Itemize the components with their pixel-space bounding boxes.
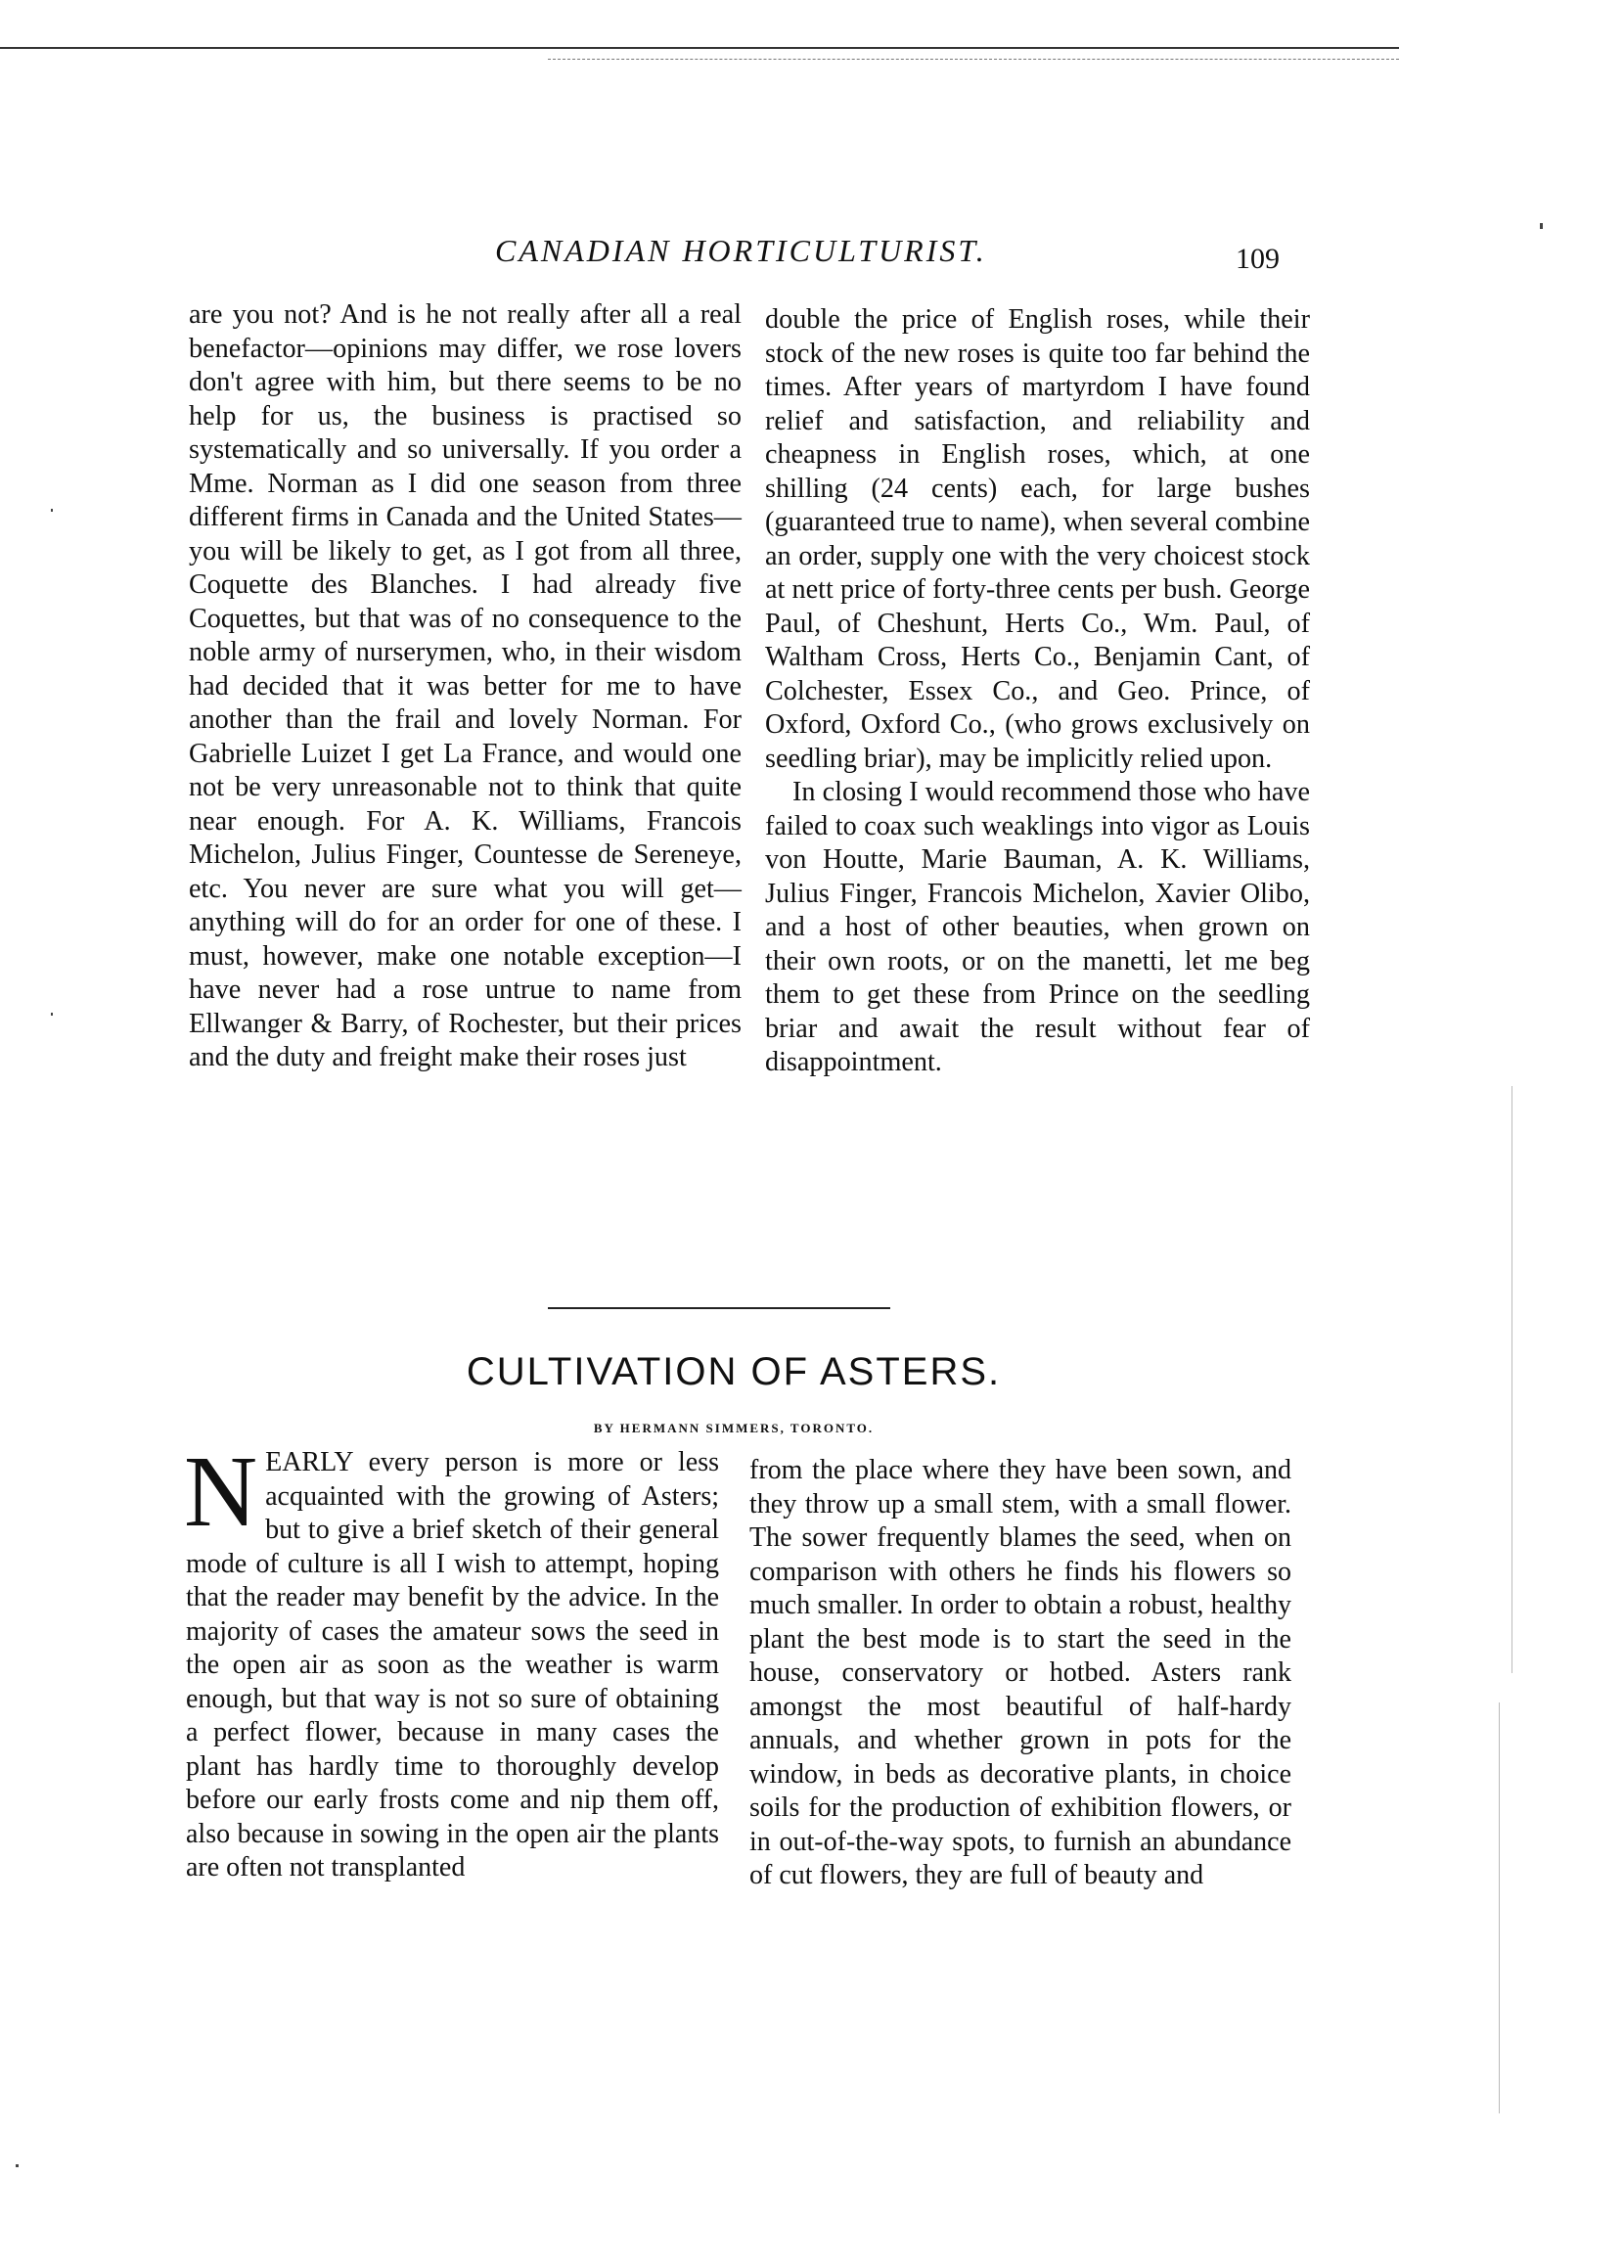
top-scan-rule: [0, 47, 1399, 49]
scan-speck: [1540, 223, 1543, 229]
paragraph: double the price of English roses, while their stock of the new roses is quite too far behind the times. After years of martyrdom I have found relief and satisfaction, and reliability and cheapness in English roses, which, at one shilling (24 cents) each, for large bushes (guaranteed true to name), when several combine an order, supply one with the very choicest stock at nett price of forty-three cents per bush. George Paul, of Cheshunt, Herts Co., Wm. Paul, of Waltham Cross, Herts Co., Benjamin Cant, of Colchester, Essex Co., and Geo. Prince, of Oxford, Oxford Co., (who grows exclusively on seedling briar), may be implicitly relied upon.: [765, 304, 1310, 774]
page-number: 109: [1236, 243, 1280, 275]
running-title: CANADIAN HORTICULTURIST.: [495, 233, 987, 268]
scan-speck: [51, 1013, 53, 1016]
top-scan-rule-faint: [548, 59, 1399, 60]
scan-edge-line: [1499, 1702, 1500, 2113]
paragraph: are you not? And is he not really after all a real benefactor—opinions may differ, we rose lovers don't agree with him, but there seems to be no help for us, the business is practised so systematically and so universally. If you order a Mme. Norman as I did one season from three different firms in Canada and the United States—you will be likely to get, as I got from all three, Coquette des Blanches. I had already five Coquettes, but that was of no consequence to the noble army of nurserymen, who, in their wisdom had decided that it was better for me to have another than the frail and lovely Norman. For Gabrielle Luizet I get La France, and would one not be very unreasonable not to think that quite near enough. For A. K. Williams, Francois Michelon, Julius Finger, Countesse de Sereneye, etc. You never are sure what you will get—anything will do for an order for one of these. I must, however, make one notable exception—I have never had a rose untrue to name from Ellwanger & Barry, of Rochester, but their prices and the duty and freight make their roses just: [189, 299, 742, 1072]
article-title: CULTIVATION OF ASTERS.: [466, 1350, 1002, 1393]
article-left-column: [184, 1435, 719, 1885]
scan-speck: [51, 509, 53, 512]
scan-speck: [16, 2164, 19, 2167]
article-right-column: [749, 1454, 1291, 1893]
paragraph: In closing I would recommend those who have failed to coax such weaklings into vigor as Louis von Houtte, Marie Bauman, A. K. Williams, Julius Finger, Francois Michelon, Xavier Olibo, and a host of other beauties, when grown on their own roots, or on the manetti, let me beg them to get these from Prince on the seedling briar and await the result without fear of disappointment.: [765, 777, 1310, 1077]
article-byline: BY HERMANN SIMMERS, TORONTO.: [593, 1421, 875, 1435]
paragraph: EARLY every person is more or less acquainted with the growing of Asters; but to give a brief sketch of their general mode of culture is all I wish to attempt, hoping that the reader may benefit by the advice. In the majority of cases the amateur sows the seed in the open air as soon as the weather is warm enough, but that way is not so sure of obtaining a perfect flower, because in many cases the plant has hardly time to thoroughly develop before our early frosts come and nip them off, also because in sowing in the open air the plants are often not transplanted: [186, 1447, 719, 1882]
scan-edge-line: [1511, 1086, 1512, 1673]
drop-cap: N: [184, 1435, 258, 1548]
paragraph: from the place where they have been sown, and they throw up a small stem, with a small flower. The sower frequently blames the seed, when on comparison with others he finds his flowers so much smaller. In order to obtain a robust, healthy plant the best mode is to start the seed in the house, conservatory or hotbed. Asters rank amongst the most beautiful of half-hardy annuals, and whether grown in pots for the window, in beds as decorative plants, in choice soils for the production of exhibition flowers, or in out-of-the-way spots, to furnish an abundance of cut flowers, they are full of beauty and: [749, 1455, 1291, 1890]
top-article-right-column: [765, 303, 1310, 1080]
section-divider: [548, 1307, 890, 1309]
top-article-left-column: [189, 298, 742, 1075]
